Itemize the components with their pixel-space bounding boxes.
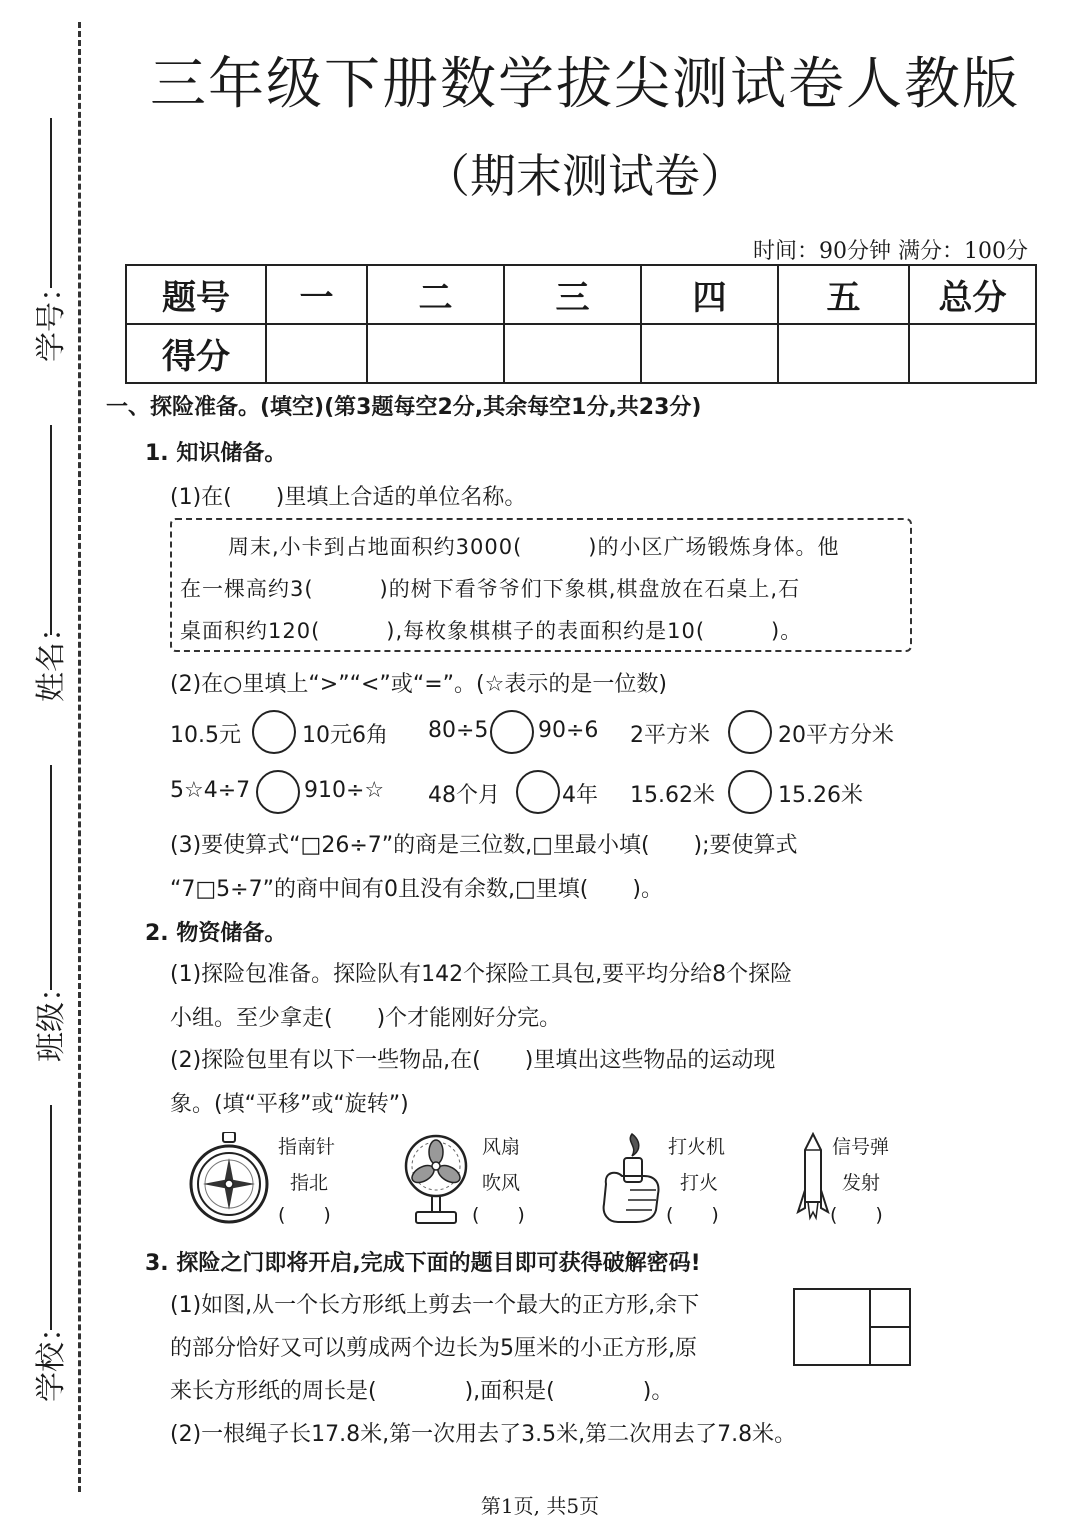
score-table	[125, 264, 1037, 384]
answer-blank[interactable]: ( )	[472, 1204, 525, 1226]
fan-icon	[402, 1134, 470, 1226]
page-footer: 第1页, 共5页	[480, 1494, 600, 1518]
score-header-cell: 二	[367, 265, 504, 324]
question-3-part-1-line-3: 来长方形纸的周长是( ),面积是( )。	[170, 1379, 674, 1404]
item-flare	[796, 1128, 996, 1228]
compare-right: 20平方分米	[778, 723, 894, 748]
score-cell[interactable]	[909, 324, 1036, 383]
compare-left: 2平方米	[630, 723, 710, 748]
score-header-cell: 一	[266, 265, 367, 324]
item-action: 发射	[842, 1172, 881, 1194]
name-line	[50, 425, 52, 635]
score-table-header-row	[126, 265, 1036, 324]
question-3-part-1-line-2: 的部分恰好又可以剪成两个边长为5厘米的小正方形,原	[170, 1336, 697, 1361]
answer-blank[interactable]: ( )	[830, 1204, 883, 1226]
rectangle-figure	[793, 1288, 911, 1366]
class-label: 班级：	[34, 972, 69, 1062]
school-label: 学校：	[34, 1312, 69, 1402]
rectangle-divider	[869, 1326, 909, 1328]
story-line-2: 在一棵高约3( )的树下看爷爷们下象棋,棋盘放在石桌上,石	[180, 577, 801, 601]
question-1-part-1: (1)在( )里填上合适的单位名称。	[170, 485, 527, 510]
compare-left: 15.62米	[630, 783, 715, 808]
score-cell[interactable]	[367, 324, 504, 383]
score-table-score-row	[126, 324, 1036, 383]
score-header-cell: 四	[641, 265, 778, 324]
student-id-line	[50, 118, 52, 288]
student-id-label: 学号：	[34, 272, 69, 362]
question-2-title: 2. 物资储备。	[145, 921, 287, 946]
flare-rocket-icon	[796, 1132, 830, 1224]
question-2-part-2-line-2: 象。(填“平移”或“旋转”)	[170, 1092, 409, 1117]
item-name: 打火机	[668, 1136, 726, 1158]
compare-circle[interactable]	[256, 770, 300, 814]
compare-circle[interactable]	[252, 710, 296, 754]
score-cell[interactable]	[641, 324, 778, 383]
compare-left: 48个月	[428, 783, 500, 808]
compare-right: 90÷6	[538, 718, 599, 743]
section-1-title: 一、探险准备。(填空)(第3题每空2分,其余每空1分,共23分)	[106, 395, 702, 420]
item-action: 打火	[680, 1172, 719, 1194]
question-1-part-3-line-1: (3)要使算式“□26÷7”的商是三位数,□里最小填( );要使算式	[170, 833, 798, 858]
item-action: 指北	[290, 1172, 329, 1194]
question-3-part-2-line-1: (2)一根绳子长17.8米,第一次用去了3.5米,第二次用去了7.8米。	[170, 1422, 797, 1447]
page-subtitle: （期末测试卷）	[424, 149, 746, 203]
score-header-cell: 总分	[909, 265, 1036, 324]
score-header-cell: 三	[504, 265, 641, 324]
item-name: 风扇	[482, 1136, 521, 1158]
question-2-part-1-line-2: 小组。至少拿走( )个才能刚好分完。	[170, 1006, 562, 1031]
score-header-cell: 五	[778, 265, 909, 324]
score-cell[interactable]	[504, 324, 641, 383]
story-line-3: 桌面积约120( ),每枚象棋棋子的表面积约是10( )。	[180, 619, 803, 643]
name-label: 姓名：	[34, 612, 69, 702]
question-3-part-1-line-1: (1)如图,从一个长方形纸上剪去一个最大的正方形,余下	[170, 1293, 700, 1318]
score-row-label: 得分	[126, 324, 266, 383]
item-lighter	[596, 1128, 796, 1228]
question-1-part-2: (2)在○里填上“>”“<”或“=”。(☆表示的是一位数)	[170, 672, 667, 697]
score-cell[interactable]	[266, 324, 367, 383]
compare-right: 15.26米	[778, 783, 863, 808]
story-line-1: 周末,小卡到占地面积约3000( )的小区广场锻炼身体。他	[228, 535, 840, 559]
class-line	[50, 765, 52, 990]
question-2-part-2-line-1: (2)探险包里有以下一些物品,在( )里填出这些物品的运动现	[170, 1048, 776, 1073]
item-fan	[402, 1128, 602, 1228]
answer-blank[interactable]: ( )	[666, 1204, 719, 1226]
compare-right: 10元6角	[302, 723, 388, 748]
score-cell[interactable]	[778, 324, 909, 383]
item-name: 指南针	[278, 1136, 336, 1158]
school-line	[50, 1105, 52, 1330]
question-3-title: 3. 探险之门即将开启,完成下面的题目即可获得破解密码!	[145, 1251, 701, 1276]
answer-blank[interactable]: ( )	[278, 1204, 331, 1226]
compass-icon	[186, 1132, 272, 1224]
compare-right: 4年	[562, 783, 598, 808]
page-title: 三年级下册数学拔尖测试卷人教版	[150, 52, 1020, 117]
item-action: 吹风	[482, 1172, 521, 1194]
lighter-icon	[596, 1132, 666, 1224]
compare-circle[interactable]	[728, 770, 772, 814]
compare-left: 5☆4÷7	[170, 778, 251, 803]
question-1-title: 1. 知识储备。	[145, 441, 287, 466]
binding-dashed-line	[78, 22, 81, 1492]
item-name: 信号弹	[832, 1136, 890, 1158]
compare-left: 80÷5	[428, 718, 489, 743]
compare-left: 10.5元	[170, 723, 241, 748]
compare-right: 910÷☆	[304, 778, 385, 803]
compare-circle[interactable]	[490, 710, 534, 754]
item-compass	[186, 1128, 386, 1228]
score-header-cell: 题号	[126, 265, 266, 324]
question-2-part-1-line-1: (1)探险包准备。探险队有142个探险工具包,要平均分给8个探险	[170, 962, 793, 987]
compare-circle[interactable]	[728, 710, 772, 754]
exam-meta: 时间：90分钟 满分：100分	[753, 239, 1028, 264]
compare-circle[interactable]	[516, 770, 560, 814]
question-1-part-3-line-2: “7□5÷7”的商中间有0且没有余数,□里填( )。	[170, 877, 663, 902]
